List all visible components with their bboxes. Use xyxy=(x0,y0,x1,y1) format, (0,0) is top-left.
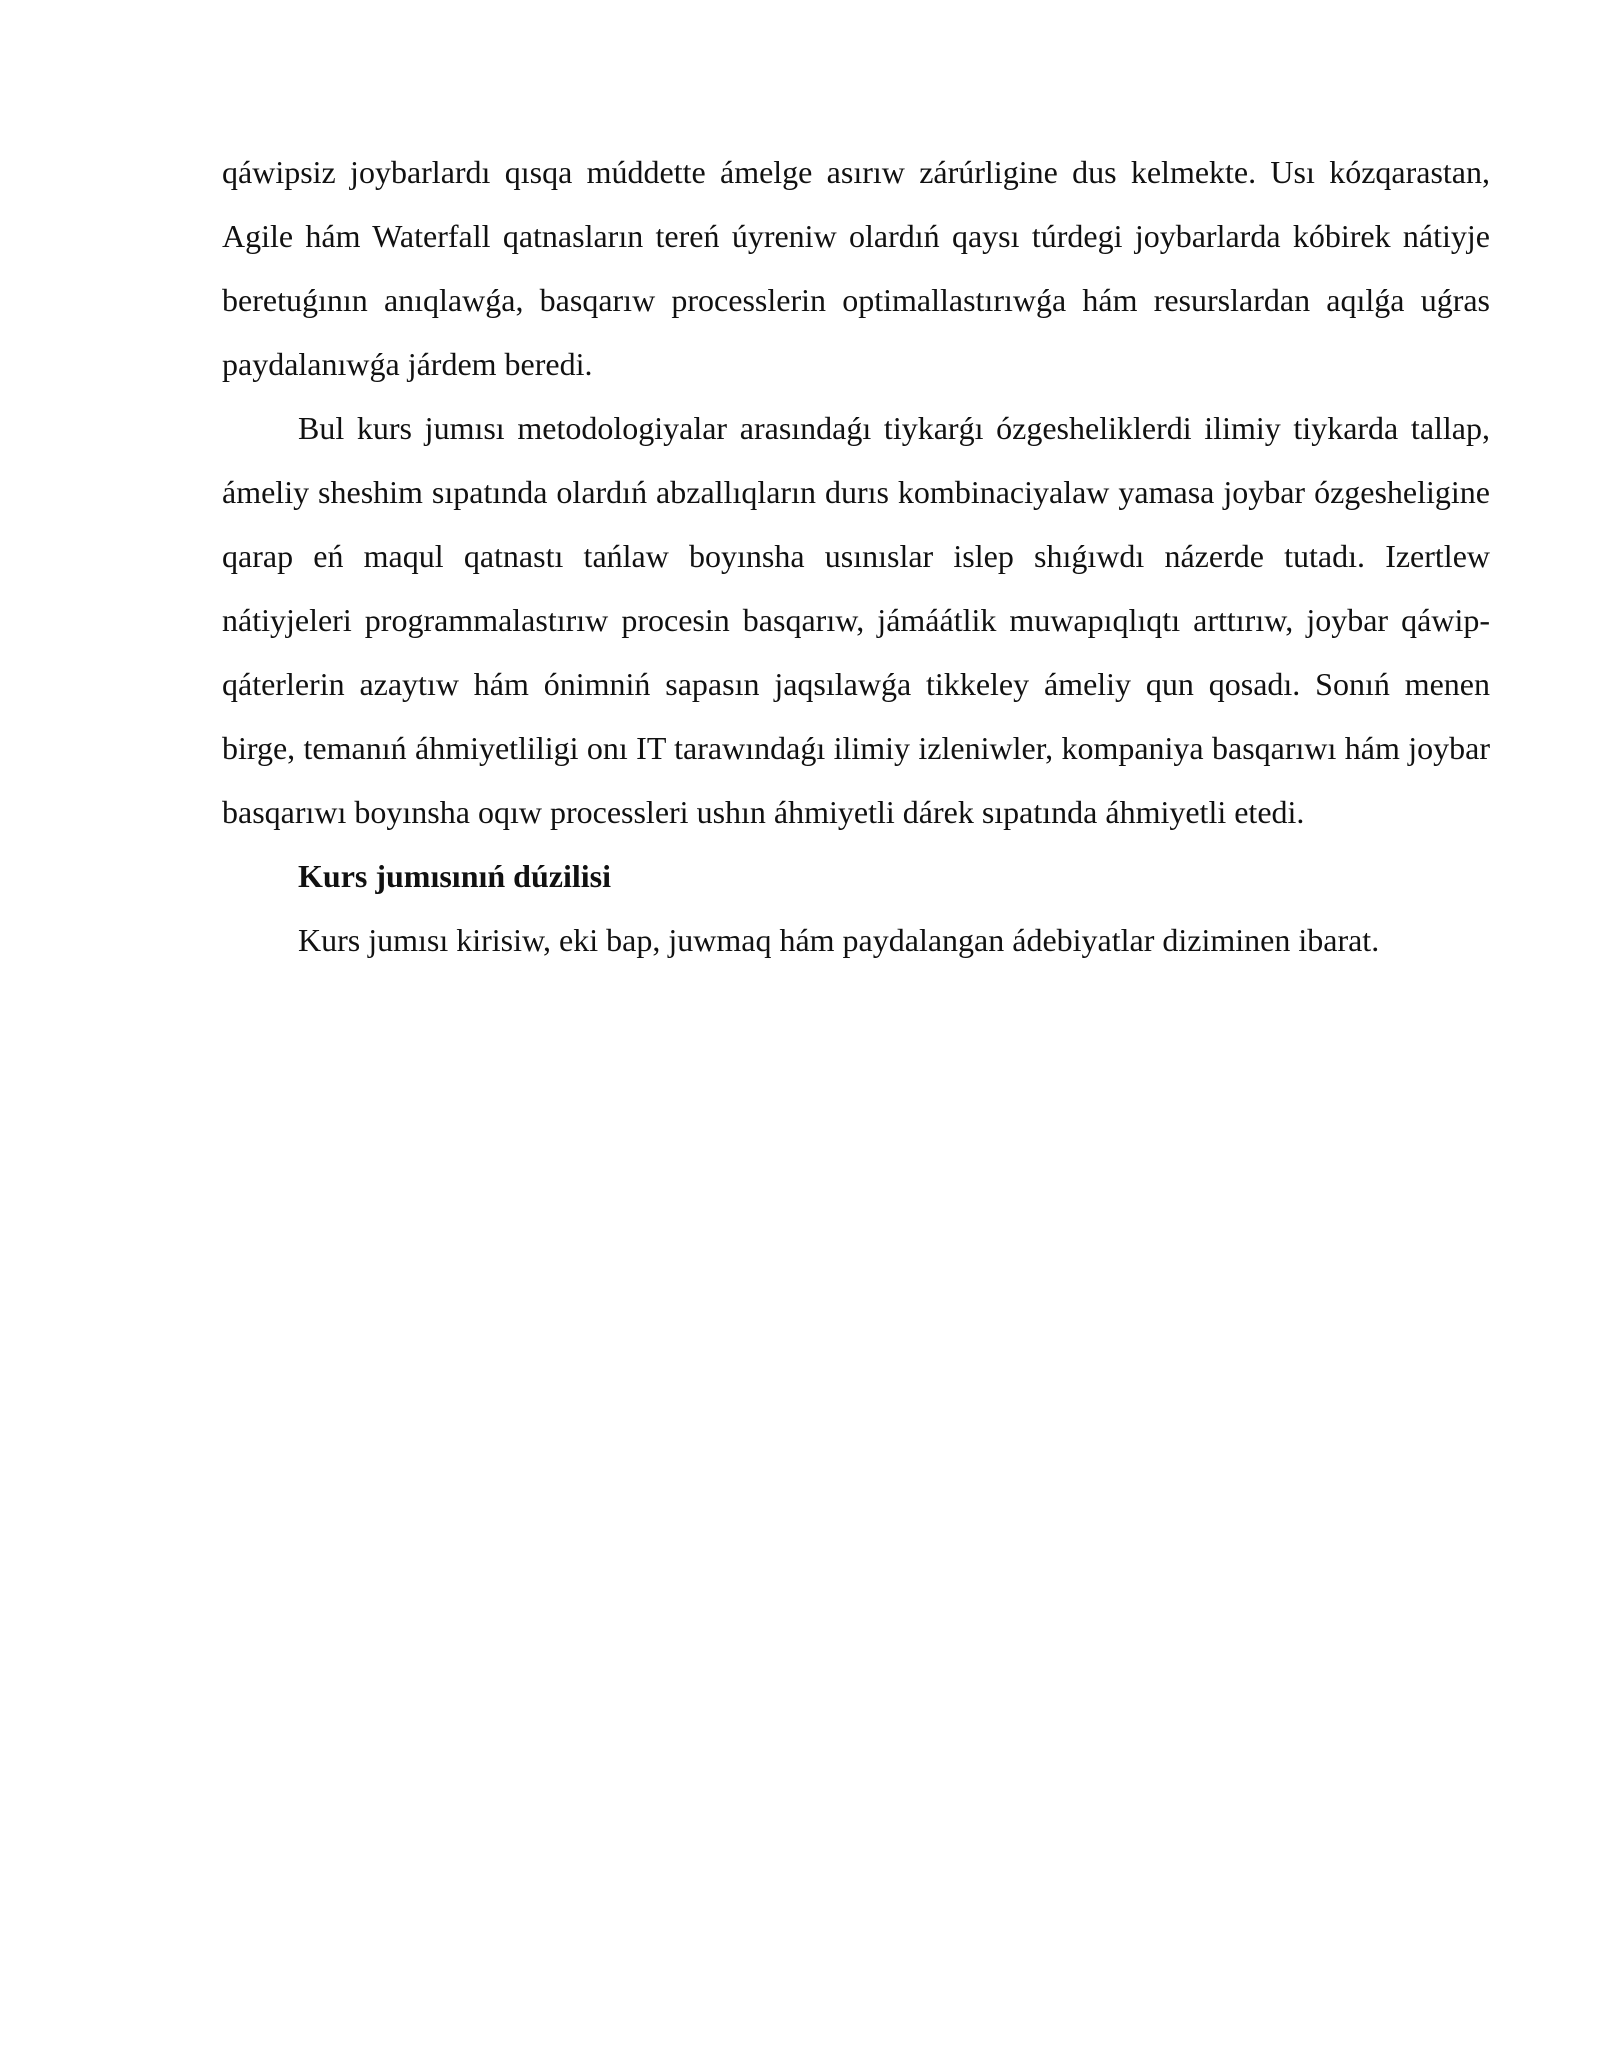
paragraph-continuation: qáwipsiz joybarlardı qısqa múddette ámelge asırıw zárúrligine dus kelmekte. Usı kózqarastan, Agile hám Waterfall qatnasların tereń úyreniw olardıń qaysı túrdegi joybarlarda kóbirek nátiyje beretuǵının anıqlawǵa, basqarıw processlerin optimallastırıwǵa hám resurslardan aqılǵa uǵras paydalanıwǵa járdem beredi. xyxy=(222,154,1490,382)
paragraph-structure: Kurs jumısı kirisiw, eki bap, juwmaq hám paydalangan ádebiyatlar diziminen ibarat. xyxy=(298,922,1380,958)
section-heading: Kurs jumısınıń dúzilisi xyxy=(298,858,611,894)
paragraph-purpose: Bul kurs jumısı metodologiyalar arasındaǵı tiykarǵı ózgesheliklerdi ilimiy tiykarda tallap, ámeliy sheshim sıpatında olardıń abzallıqların durıs kombinaciyalaw yamasa joybar ózgesheligine qarap eń maqul qatnastı tańlaw boyınsha usınıslar islep shıǵıwdı názerde tutadı. Izertlew nátiyjeleri programmalastırıw procesin basqarıw, jámáátlik muwapıqlıqtı arttırıw, joybar qáwip-qáterlerin azaytıw hám ónimniń sapasın jaqsılawǵa tikkeley ámeliy qun qosadı. Sonıń menen birge, temanıń áhmiyetliligi onı IT tarawındaǵı ilimiy izleniwler, kompaniya basqarıwı hám joybar basqarıwı boyınsha oqıw processleri ushın áhmiyetli dárek sıpatında áhmiyetli etedi. xyxy=(222,410,1490,830)
document-page xyxy=(222,140,1490,972)
